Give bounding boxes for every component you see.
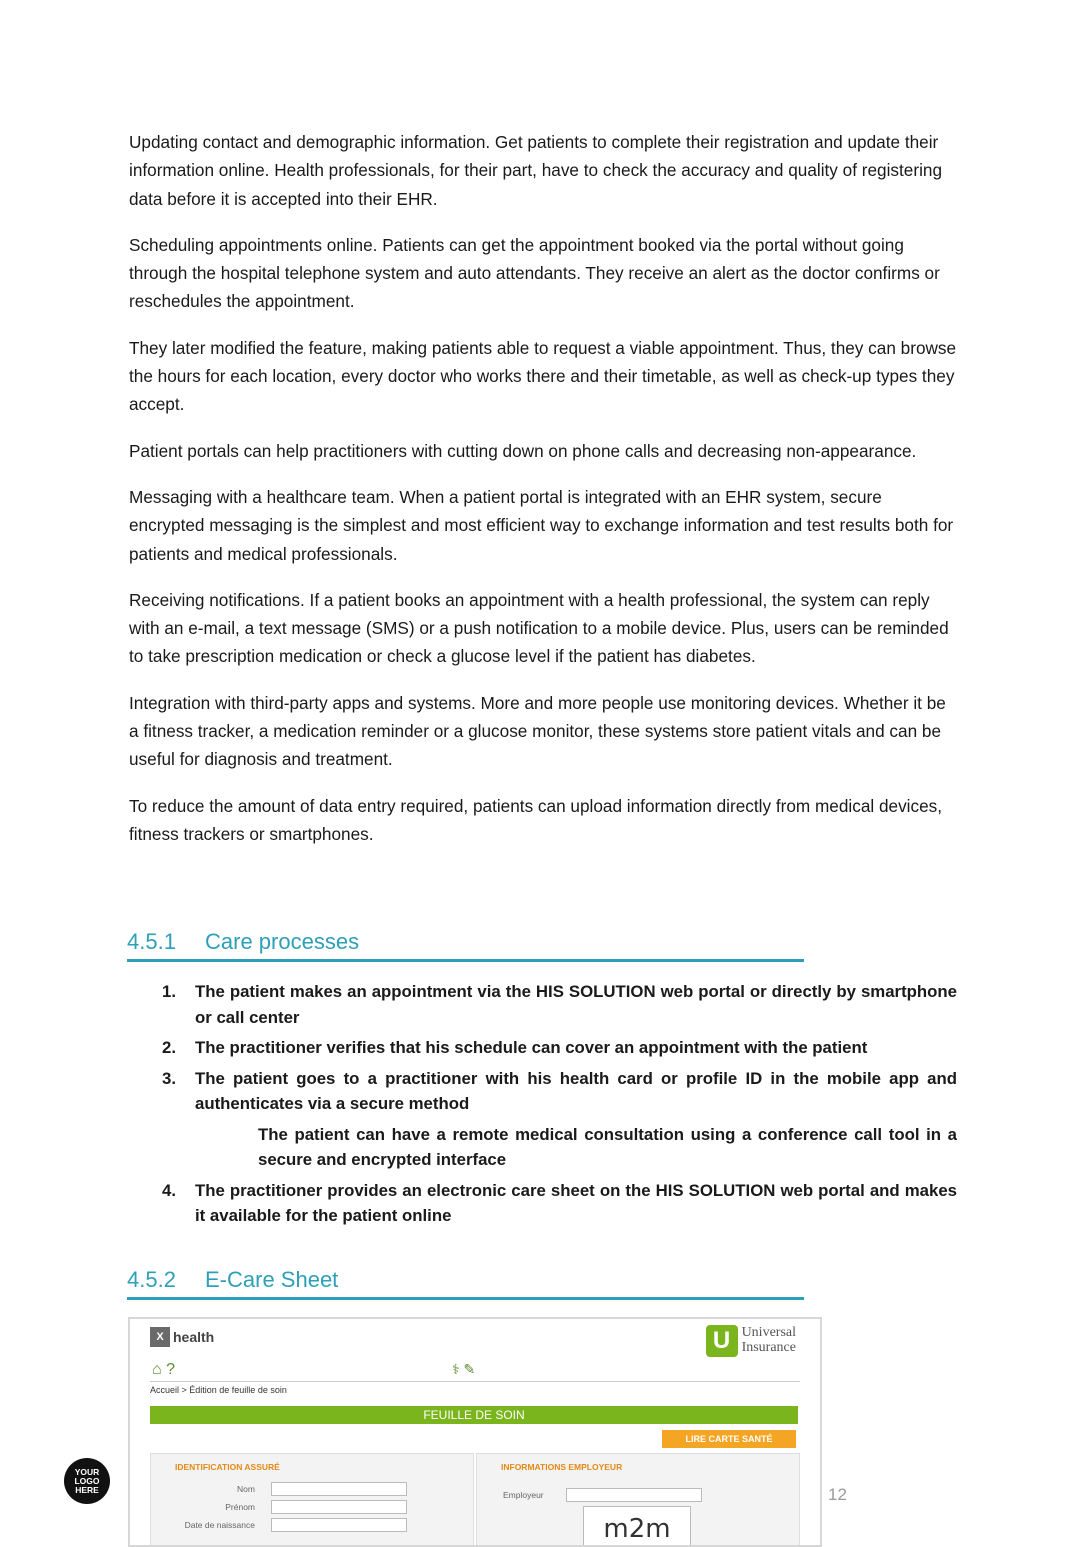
insurer-logo-mark: U — [706, 1325, 738, 1357]
logo-text: HERE — [75, 1484, 99, 1495]
list-item — [162, 1066, 957, 1117]
section-number: 4.5.1 — [127, 929, 176, 954]
section-title: Care processes — [205, 929, 360, 954]
home-help-icons: ⌂ ? — [152, 1361, 176, 1378]
panel-title: IDENTIFICATION ASSURÉ — [175, 1462, 280, 1472]
brand-name: health — [173, 1329, 215, 1345]
universal-insurance-logo — [706, 1325, 796, 1357]
panel-title: INFORMATIONS EMPLOYEUR — [501, 1462, 623, 1472]
breadcrumb: Accueil > Édition de feuille de soin — [150, 1385, 287, 1395]
form-row — [151, 1518, 407, 1532]
paragraph: Messaging with a healthcare team. When a patient portal is integrated with an EHR system, secure encrypted messaging is the simplest and most efficient way to exchange information and test results both for patients and medical professionals. — [129, 486, 954, 564]
body-text — [129, 128, 957, 866]
form-row — [151, 1500, 407, 1514]
list-number: 3. — [162, 1068, 176, 1088]
employer-field — [566, 1488, 702, 1502]
your-logo-here-badge — [64, 1458, 110, 1504]
paragraph: They later modified the feature, making patients able to request a viable appointment. Thus, they can browse the hours for each location, every doctor who works there and their timetable, as well as check-up types they accept. — [129, 337, 957, 415]
paragraph: Integration with third-party apps and systems. More and more people use monitoring devices. Whether it be a fitness tracker, a medication reminder or a glucose monitor, these systems store patient vitals and can be useful for diagnosis and treatment. — [129, 692, 946, 770]
list-text: The patient makes an appointment via the HIS SOLUTION web portal or directly by smartphone or call center — [195, 982, 957, 1027]
insured-identification-panel — [150, 1453, 474, 1547]
wx-logo-mark: X — [150, 1327, 170, 1347]
list-number: 4. — [162, 1180, 176, 1200]
list-text: The practitioner verifies that his schedule can cover an appointment with the patient — [195, 1038, 868, 1057]
date-of-birth-field — [271, 1518, 407, 1532]
section-heading-e-care-sheet — [127, 1267, 804, 1300]
field-label: Date de naissance — [184, 1520, 255, 1530]
list-text: The practitioner provides an electronic care sheet on the HIS SOLUTION web portal and makes it available for the patient online — [195, 1180, 957, 1225]
list-number: 1. — [162, 982, 176, 1001]
care-sheet-banner: FEUILLE DE SOIN — [150, 1406, 798, 1424]
field-label: Nom — [237, 1484, 255, 1494]
list-item — [162, 1035, 957, 1061]
paragraph: Scheduling appointments online. Patients can get the appointment booked via the portal without going through the hospital telephone system and auto attendants. They receive an alert as the doctor confirms or reschedules the appointment. — [129, 234, 940, 312]
paragraph: Updating contact and demographic information. Get patients to complete their registration and update their information online. Health professionals, for their part, have to check the accuracy and quality of registering data before it is accepted into their EHR. — [129, 132, 943, 209]
paragraph: To reduce the amount of data entry required, patients can upload information directly from medical devices, fitness trackers or smartphones. — [129, 795, 943, 844]
section-heading-care-processes — [127, 929, 804, 962]
list-item — [162, 1178, 957, 1229]
list-number: 2. — [162, 1038, 176, 1057]
logo-text: LOGO — [74, 1475, 100, 1486]
section-title: E-Care Sheet — [205, 1267, 339, 1292]
page-number: 12 — [828, 1485, 847, 1504]
read-health-card-button: LIRE CARTE SANTÉ — [662, 1430, 796, 1448]
care-process-list — [162, 979, 957, 1234]
divider — [150, 1381, 800, 1382]
list-text: The patient goes to a practitioner with his health card or profile ID in the mobile app and authenticates via a secure method — [195, 1068, 957, 1113]
form-row — [503, 1488, 702, 1502]
list-item — [162, 979, 957, 1030]
e-care-sheet-screenshot — [128, 1317, 822, 1547]
nom-field — [271, 1482, 407, 1496]
wx-health-logo — [150, 1327, 214, 1347]
sub-list-item: The patient can have a remote medical consultation using a conference call tool in a secure and encrypted interface — [258, 1124, 957, 1169]
insurer-name-line1: Universal — [741, 1325, 796, 1340]
employer-logo: m2m — [583, 1506, 691, 1547]
prenom-field — [271, 1500, 407, 1514]
field-label: Prénom — [225, 1502, 255, 1512]
medical-tool-icons: ⚕ ✎ — [452, 1361, 476, 1377]
paragraph: Receiving notifications. If a patient books an appointment with a health professional, the system can reply with an e-mail, a text message (SMS) or a push notification to a mobile device. Plus, users can be reminded to take prescription medication or check a glucose level if the patient has diabetes. — [129, 589, 949, 667]
form-row — [151, 1482, 407, 1496]
insurer-name-line2: Insurance — [741, 1340, 796, 1355]
paragraph: Patient portals can help practitioners with cutting down on phone calls and decreasing non-appearance. — [129, 440, 917, 461]
employer-information-panel — [476, 1453, 800, 1547]
section-number: 4.5.2 — [127, 1267, 176, 1292]
logo-text: YOUR — [74, 1466, 100, 1477]
field-label: Employeur — [503, 1490, 544, 1500]
